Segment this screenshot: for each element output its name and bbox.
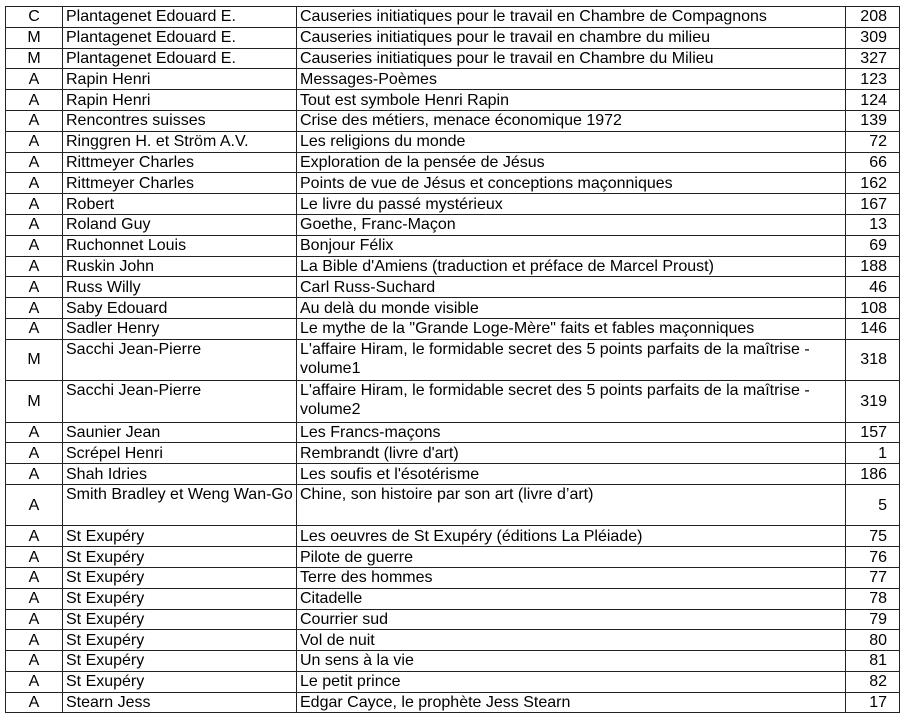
category-cell: A	[6, 464, 63, 485]
title-cell: Terre des hommes	[297, 567, 846, 588]
category-cell: A	[6, 173, 63, 194]
author-cell: Scrépel Henri	[63, 443, 297, 464]
category-cell: A	[6, 443, 63, 464]
table-row	[6, 256, 900, 277]
author-cell: Rencontres suisses	[63, 110, 297, 131]
number-cell: 69	[846, 235, 900, 256]
title-cell: Un sens à la vie	[297, 651, 846, 672]
table-row	[6, 651, 900, 672]
title-cell: Le petit prince	[297, 671, 846, 692]
number-cell: 319	[846, 381, 900, 422]
author-cell: Rapin Henri	[63, 90, 297, 111]
table-row	[6, 152, 900, 173]
number-cell: 309	[846, 27, 900, 48]
category-cell: A	[6, 588, 63, 609]
table-row	[6, 277, 900, 298]
number-cell: 13	[846, 214, 900, 235]
number-cell: 108	[846, 298, 900, 319]
category-cell: A	[6, 630, 63, 651]
number-cell: 82	[846, 671, 900, 692]
table-row	[6, 339, 900, 380]
table-row	[6, 298, 900, 319]
number-cell: 17	[846, 692, 900, 713]
table-row	[6, 27, 900, 48]
number-cell: 81	[846, 651, 900, 672]
author-cell: St Exupéry	[63, 609, 297, 630]
table-row	[6, 131, 900, 152]
category-cell: M	[6, 48, 63, 69]
author-cell: Rittmeyer Charles	[63, 173, 297, 194]
category-cell: A	[6, 235, 63, 256]
table-row	[6, 69, 900, 90]
table-row	[6, 609, 900, 630]
author-cell: St Exupéry	[63, 547, 297, 568]
table-row	[6, 567, 900, 588]
number-cell: 208	[846, 7, 900, 28]
category-cell: A	[6, 194, 63, 215]
author-cell: Russ Willy	[63, 277, 297, 298]
author-cell: Smith Bradley et Weng Wan-Go	[63, 484, 297, 525]
title-cell: Bonjour Félix	[297, 235, 846, 256]
table-row	[6, 173, 900, 194]
author-cell: Robert	[63, 194, 297, 215]
category-cell: A	[6, 609, 63, 630]
number-cell: 5	[846, 484, 900, 525]
title-cell: Goethe, Franc-Maçon	[297, 214, 846, 235]
table-row	[6, 692, 900, 713]
category-cell: A	[6, 547, 63, 568]
author-cell: Sacchi Jean-Pierre	[63, 381, 297, 422]
number-cell: 157	[846, 422, 900, 443]
category-cell: M	[6, 27, 63, 48]
table-row	[6, 318, 900, 339]
category-cell: A	[6, 484, 63, 525]
title-cell: Tout est symbole Henri Rapin	[297, 90, 846, 111]
author-cell: St Exupéry	[63, 630, 297, 651]
title-cell: L'affaire Hiram, le formidable secret des 5 points parfaits de la maîtrise - volume2	[297, 381, 846, 422]
author-cell: Shah Idries	[63, 464, 297, 485]
author-cell: Sadler Henry	[63, 318, 297, 339]
author-cell: St Exupéry	[63, 671, 297, 692]
number-cell: 318	[846, 339, 900, 380]
table-row	[6, 443, 900, 464]
book-catalog-table	[5, 6, 900, 713]
author-cell: Plantagenet Edouard E.	[63, 27, 297, 48]
title-cell: Crise des métiers, menace économique 1972	[297, 110, 846, 131]
number-cell: 162	[846, 173, 900, 194]
author-cell: Plantagenet Edouard E.	[63, 7, 297, 28]
title-cell: Citadelle	[297, 588, 846, 609]
author-cell: Rittmeyer Charles	[63, 152, 297, 173]
author-cell: Plantagenet Edouard E.	[63, 48, 297, 69]
number-cell: 46	[846, 277, 900, 298]
author-cell: Ruskin John	[63, 256, 297, 277]
author-cell: Sacchi Jean-Pierre	[63, 339, 297, 380]
author-cell: Saby Edouard	[63, 298, 297, 319]
number-cell: 80	[846, 630, 900, 651]
title-cell: La Bible d'Amiens (traduction et préface de Marcel Proust)	[297, 256, 846, 277]
category-cell: A	[6, 256, 63, 277]
table-row	[6, 630, 900, 651]
table-row	[6, 90, 900, 111]
category-cell: A	[6, 110, 63, 131]
category-cell: A	[6, 567, 63, 588]
title-cell: Points de vue de Jésus et conceptions maçonniques	[297, 173, 846, 194]
title-cell: Courrier sud	[297, 609, 846, 630]
table-row	[6, 214, 900, 235]
category-cell: A	[6, 318, 63, 339]
author-cell: Ruchonnet Louis	[63, 235, 297, 256]
author-cell: Roland Guy	[63, 214, 297, 235]
author-cell: Ringgren H. et Ström A.V.	[63, 131, 297, 152]
table-row	[6, 464, 900, 485]
category-cell: M	[6, 339, 63, 380]
title-cell: Edgar Cayce, le prophète Jess Stearn	[297, 692, 846, 713]
table-row	[6, 381, 900, 422]
table-row	[6, 484, 900, 525]
title-cell: Les Francs-maçons	[297, 422, 846, 443]
category-cell: A	[6, 277, 63, 298]
title-cell: Au delà du monde visible	[297, 298, 846, 319]
number-cell: 327	[846, 48, 900, 69]
number-cell: 188	[846, 256, 900, 277]
table-row	[6, 422, 900, 443]
title-cell: Causeries initiatiques pour le travail en chambre du milieu	[297, 27, 846, 48]
title-cell: Causeries initiatiques pour le travail en Chambre du Milieu	[297, 48, 846, 69]
number-cell: 77	[846, 567, 900, 588]
title-cell: Messages-Poèmes	[297, 69, 846, 90]
category-cell: A	[6, 214, 63, 235]
number-cell: 146	[846, 318, 900, 339]
title-cell: Rembrandt (livre d'art)	[297, 443, 846, 464]
number-cell: 66	[846, 152, 900, 173]
number-cell: 167	[846, 194, 900, 215]
author-cell: St Exupéry	[63, 567, 297, 588]
category-cell: A	[6, 131, 63, 152]
title-cell: Carl Russ-Suchard	[297, 277, 846, 298]
author-cell: St Exupéry	[63, 588, 297, 609]
author-cell: St Exupéry	[63, 526, 297, 547]
number-cell: 78	[846, 588, 900, 609]
category-cell: A	[6, 152, 63, 173]
category-cell: A	[6, 692, 63, 713]
table-row	[6, 526, 900, 547]
table-row	[6, 235, 900, 256]
title-cell: Les oeuvres de St Exupéry (éditions La Pléiade)	[297, 526, 846, 547]
number-cell: 1	[846, 443, 900, 464]
category-cell: A	[6, 69, 63, 90]
number-cell: 79	[846, 609, 900, 630]
title-cell: Les soufis et l'ésotérisme	[297, 464, 846, 485]
category-cell: A	[6, 90, 63, 111]
author-cell: Saunier Jean	[63, 422, 297, 443]
category-cell: A	[6, 298, 63, 319]
table-row	[6, 48, 900, 69]
table-row	[6, 110, 900, 131]
table-row	[6, 194, 900, 215]
title-cell: L'affaire Hiram, le formidable secret des 5 points parfaits de la maîtrise - volume1	[297, 339, 846, 380]
table-row	[6, 7, 900, 28]
category-cell: C	[6, 7, 63, 28]
number-cell: 72	[846, 131, 900, 152]
number-cell: 186	[846, 464, 900, 485]
number-cell: 139	[846, 110, 900, 131]
number-cell: 76	[846, 547, 900, 568]
title-cell: Les religions du monde	[297, 131, 846, 152]
table-row	[6, 547, 900, 568]
title-cell: Causeries initiatiques pour le travail en Chambre de Compagnons	[297, 7, 846, 28]
author-cell: Stearn Jess	[63, 692, 297, 713]
category-cell: A	[6, 651, 63, 672]
table-row	[6, 588, 900, 609]
number-cell: 75	[846, 526, 900, 547]
author-cell: St Exupéry	[63, 651, 297, 672]
category-cell: A	[6, 526, 63, 547]
title-cell: Le livre du passé mystérieux	[297, 194, 846, 215]
title-cell: Le mythe de la "Grande Loge-Mère" faits et fables maçonniques	[297, 318, 846, 339]
number-cell: 123	[846, 69, 900, 90]
category-cell: A	[6, 422, 63, 443]
title-cell: Vol de nuit	[297, 630, 846, 651]
title-cell: Exploration de la pensée de Jésus	[297, 152, 846, 173]
author-cell: Rapin Henri	[63, 69, 297, 90]
title-cell: Chine, son histoire par son art (livre d’art)	[297, 484, 846, 525]
category-cell: M	[6, 381, 63, 422]
table-row	[6, 671, 900, 692]
number-cell: 124	[846, 90, 900, 111]
category-cell: A	[6, 671, 63, 692]
title-cell: Pilote de guerre	[297, 547, 846, 568]
